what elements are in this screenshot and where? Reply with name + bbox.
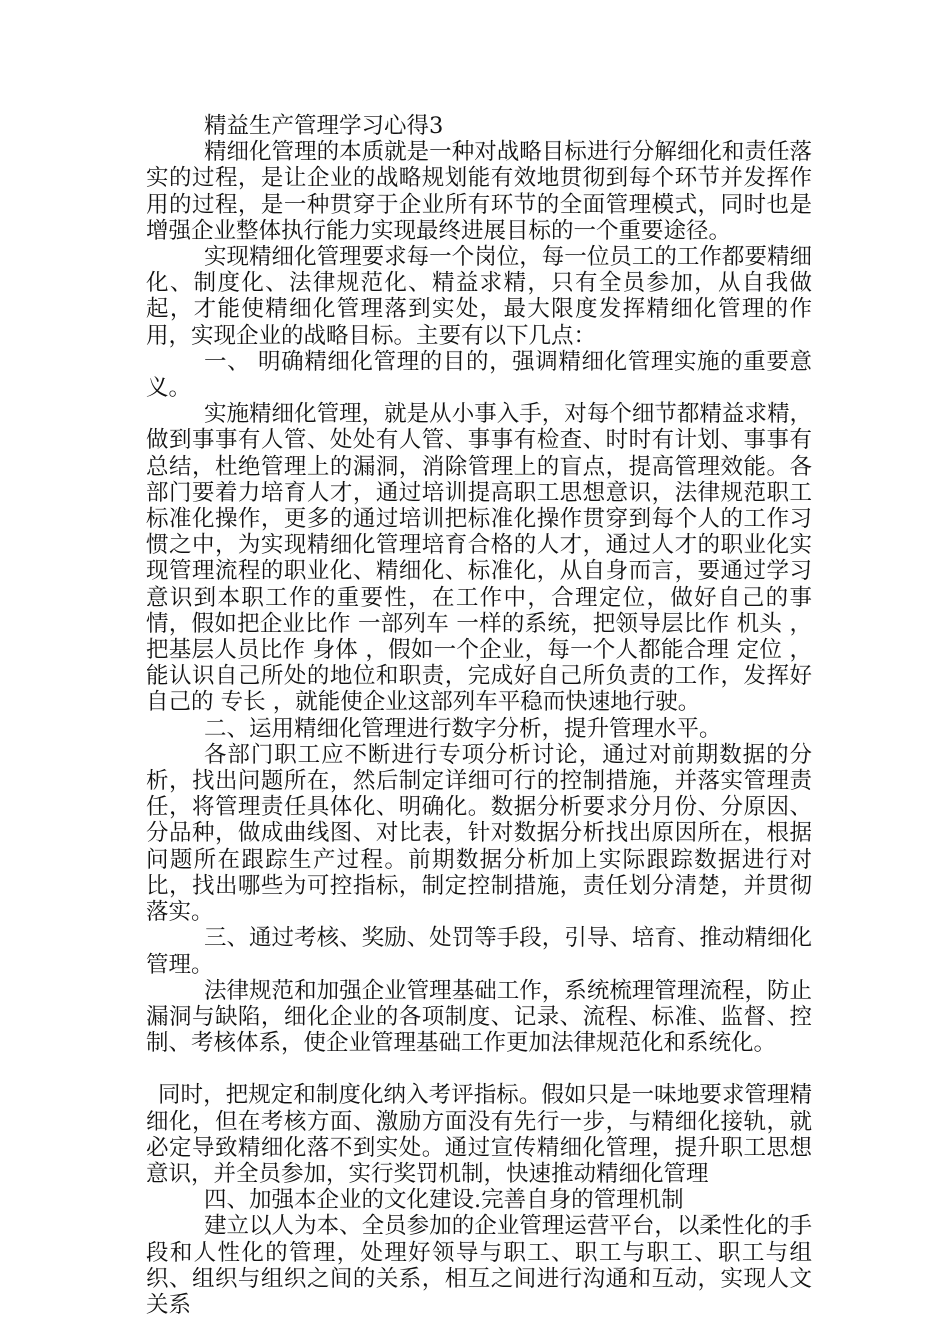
document-body <box>146 113 812 1318</box>
document-title: 精益生产管理学习心得3 <box>204 113 444 139</box>
paragraph-section-1: 实施精细化管理，就是从小事入手，对每个细节都精益求精，做到事事有人管、处处有人管、事事有检查、时时有计划、事事有总结，杜绝管理上的漏洞，消除管理上的盲点，提高管理效能。各部门要着力培育人才，通过培训提高职工思想意识，法律规范职工标准化操作，更多的通过培训把标准化操作贯穿到每个人的工作习惯之中，为实现精细化管理培育合格的人才，通过人才的职业化实现管理流程的职业化、精细化、标准化，从自身而言，要通过学习意识到本职工作的重要性，在工作中，合理定位，做好自己的事情，假如把企业比作 一部列车 一样的系统，把领导层比作 机头 ，把基层人员比作 身体 ，假如一个企业，每一个人都能合理 定位 ，能认识自己所处的地位和职责，完成好自己所负责的工作，发挥好自己的 专长 ，就能使企业这部列车平稳而快速地行驶。 <box>146 401 812 716</box>
section-heading-4: 四、加强本企业的文化建设.完善自身的管理机制 <box>204 1187 684 1214</box>
paragraph-section-4: 建立以人为本、全员参加的企业管理运营平台，以柔性化的手段和人性化的管理，处理好领导与职工、职工与职工、职工与组织、组织与组织之间的关系，相互之间进行沟通和互动，实现人文关系 <box>146 1213 812 1318</box>
section-heading-2: 二、运用精细化管理进行数字分析，提升管理水平。 <box>204 715 722 742</box>
paragraph-requirements: 实现精细化管理要求每一个岗位，每一位员工的工作都要精细化、制度化、法律规范化、精益求精，只有全员参加，从自我做起，才能使精细化管理落到实处，最大限度发挥精细化管理的作用，实现企业的战略目标。主要有以下几点： <box>146 244 812 349</box>
section-heading-1: 一、 明确精细化管理的目的，强调精细化管理实施的重要意义。 <box>146 348 812 402</box>
paragraph-intro: 精细化管理的本质就是一种对战略目标进行分解细化和责任落实的过程，是让企业的战略规划能有效地贯彻到每个环节并发挥作用的过程，是一种贯穿于企业所有环节的全面管理模式，同时也是增强企业整体执行能力实现最终进展目标的一个重要途径。 <box>146 139 812 244</box>
section-heading-3: 三、通过考核、奖励、处罚等手段，引导、培育、推动精细化管理。 <box>146 925 812 978</box>
paragraph-section-3a: 法律规范和加强企业管理基础工作，系统梳理管理流程，防止漏洞与缺陷，细化企业的各项制度、记录、流程、标准、监督、控制、考核体系，使企业管理基础工作更加法律规范化和系统化。 <box>146 977 812 1057</box>
paragraph-section-2: 各部门职工应不断进行专项分析讨论，通过对前期数据的分析，找出问题所在，然后制定详细可行的控制措施，并落实管理责任，将管理责任具体化、明确化。数据分析要求分月份、分原因、分品种，做成曲线图、对比表，针对数据分析找出原因所在，根据问题所在跟踪生产过程。前期数据分析加上实际跟踪数据进行对比，找出哪些为可控指标，制定控制措施，责任划分清楚，并贯彻落实。 <box>146 741 812 926</box>
paragraph-section-3b: 同时，把规定和制度化纳入考评指标。假如只是一味地要求管理精细化，但在考核方面、激励方面没有先行一步，与精细化接轨，就必定导致精细化落不到实处。通过宣传精细化管理，提升职工思想意识，并全员参加，实行奖罚机制，快速推动精细化管理 <box>146 1082 812 1187</box>
